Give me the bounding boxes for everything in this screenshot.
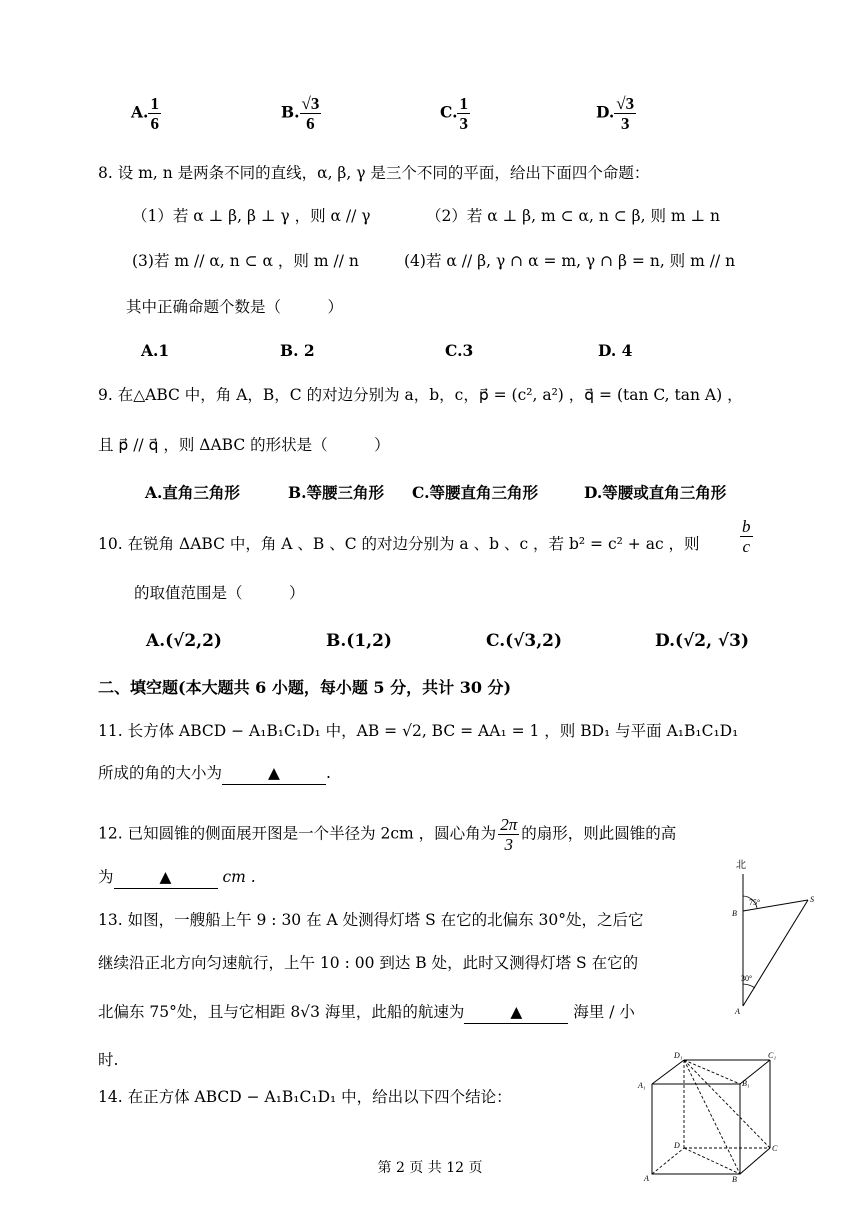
q11-text: 所成的角的大小为	[98, 764, 223, 782]
q12-line2	[98, 866, 256, 889]
page-footer: 第 2 页 共 12 页	[377, 1160, 483, 1176]
q9-option-c: C.等腰直角三角形	[412, 483, 538, 502]
section-heading: 二、填空题(本大题共 6 小题，每小题 5 分，共计 30 分)	[98, 678, 512, 697]
q12-text-pre: 12. 已知圆锥的侧面展开图是一个半径为 2cm ，圆心角为	[98, 824, 497, 843]
hidden-edge-d1b1	[684, 1060, 740, 1084]
denominator: 6	[150, 114, 159, 133]
denominator: 3	[504, 835, 513, 854]
q8-proposition-2: （2）若 α ⊥ β, m ⊂ α, n ⊂ β, 则 m ⊥ n	[426, 207, 721, 225]
numerator: √3	[301, 94, 320, 113]
label-d1: D₁	[674, 1051, 683, 1060]
q12-unit: cm .	[222, 868, 256, 886]
angle-a-label: 30°	[741, 974, 753, 983]
q10-stem-line2: 的取值范围是（ ）	[134, 584, 305, 602]
numerator: √3	[616, 94, 635, 113]
point-a-label: A	[735, 1007, 740, 1016]
q8-proposition-3: (3)若 m // α, n ⊂ α ，则 m // n	[132, 252, 359, 270]
option-label: B.	[281, 102, 300, 122]
point-b-label: B	[732, 909, 737, 918]
q10-option-b: B.(1,2)	[326, 631, 392, 651]
q7-option-d	[596, 94, 636, 133]
numerator: b	[742, 517, 751, 536]
north-label: 北	[736, 860, 746, 871]
label-c: C	[772, 1144, 778, 1153]
label-a: A	[644, 1174, 649, 1183]
q8-proposition-1: （1）若 α ⊥ β, β ⊥ γ ，则 α // γ	[132, 207, 371, 225]
denominator: 6	[306, 114, 315, 133]
q8-proposition-4: (4)若 α // β, γ ∩ α = m, γ ∩ β = n, 则 m // n	[404, 252, 736, 270]
q9-option-b: B.等腰三角形	[288, 483, 384, 502]
label-d: D	[674, 1141, 680, 1150]
q10-fraction	[740, 517, 753, 556]
q8-option-a: A.1	[141, 341, 170, 360]
q12-answer-blank: ▲	[114, 866, 218, 889]
q8-stem: 8. 设 m, n 是两条不同的直线，α, β, γ 是三个不同的平面，给出下面四个命题：	[98, 164, 650, 182]
fraction	[300, 94, 322, 133]
q13-line1: 13. 如图，一艘船上午 9 : 30 在 A 处测得灯塔 S 在它的北偏东 30°处，之后它	[98, 911, 644, 929]
q10-stem: 10. 在锐角 ΔABC 中，角 A 、B 、C 的对边分别为 a 、b 、c ，若 b² = c² + ac ，则	[98, 535, 700, 553]
q7-option-c	[440, 94, 470, 133]
denominator: 3	[620, 114, 630, 133]
q8-option-b: B. 2	[280, 341, 315, 360]
q8-question: 其中正确命题个数是（ ）	[126, 298, 344, 316]
q12-fraction	[498, 815, 519, 854]
denominator: 3	[459, 114, 468, 133]
q10-option-a: A.(√2,2)	[146, 631, 222, 651]
q13-unit: 海里 / 小	[573, 1003, 635, 1021]
numerator: 1	[459, 94, 468, 113]
option-label: C.	[440, 102, 458, 122]
q9-stem: 9. 在△ABC 中，角 A，B，C 的对边分别为 a，b，c，p⃗ = (c², a²) ，q⃗ = (tan C, tan A) ，	[98, 386, 743, 404]
q8-option-d: D. 4	[598, 341, 633, 360]
hidden-edge-d1c	[684, 1060, 770, 1148]
q13-line3	[98, 1001, 635, 1024]
denominator: c	[742, 537, 751, 556]
option-label: A.	[131, 102, 149, 122]
q11-period: .	[326, 764, 331, 782]
q7-option-a	[131, 94, 161, 133]
q13-figure	[726, 856, 826, 1016]
q14-stem: 14. 在正方体 ABCD − A₁B₁C₁D₁ 中，给出以下四个结论：	[98, 1088, 512, 1106]
point-s-label: S	[810, 895, 814, 904]
label-c1: C₁	[768, 1051, 777, 1060]
q9-option-d: D.等腰或直角三角形	[584, 483, 727, 502]
q13-answer-blank: ▲	[464, 1001, 568, 1024]
segment-as	[743, 900, 808, 1006]
q11-stem: 11. 长方体 ABCD − A₁B₁C₁D₁ 中，AB = √2, BC = AA₁ = 1 ，则 BD₁ 与平面 A₁B₁C₁D₁	[98, 722, 739, 740]
q7-option-b	[281, 94, 321, 133]
q12-text-post: 的扇形，则此圆锥的高	[521, 824, 677, 843]
q11-stem-line2	[98, 762, 331, 785]
q12-text: 为	[98, 868, 114, 886]
q13-line4: 时.	[98, 1051, 119, 1069]
label-b: B	[732, 1175, 737, 1184]
option-label: D.	[596, 102, 615, 122]
angle-b-label: 75°	[749, 898, 761, 907]
numerator: 2π	[500, 815, 518, 834]
q10-option-d: D.(√2, √3)	[655, 631, 749, 651]
q13-text: 北偏东 75°处，且与它相距 8√3 海里，此船的航速为	[98, 1003, 465, 1021]
q11-answer-blank: ▲	[222, 762, 326, 785]
edge-a1d1	[652, 1060, 684, 1084]
angle-arc-a	[743, 984, 755, 988]
numerator: 1	[150, 94, 159, 113]
fraction	[148, 94, 161, 133]
fraction	[457, 94, 470, 133]
fraction	[614, 94, 636, 133]
q10-option-c: C.(√3,2)	[486, 631, 562, 651]
q13-line2: 继续沿正北方向匀速航行，上午 10 : 00 到达 B 处，此时又测得灯塔 S 在它的	[98, 954, 639, 972]
q9-stem-line2: 且 p⃗ // q⃗ ，则 ΔABC 的形状是（ ）	[98, 436, 390, 454]
q12-stem	[98, 815, 676, 854]
q9-option-a: A.直角三角形	[145, 483, 240, 502]
q8-option-c: C.3	[445, 341, 474, 360]
label-a1: A₁	[638, 1081, 646, 1090]
label-b1: B₁	[742, 1079, 750, 1088]
